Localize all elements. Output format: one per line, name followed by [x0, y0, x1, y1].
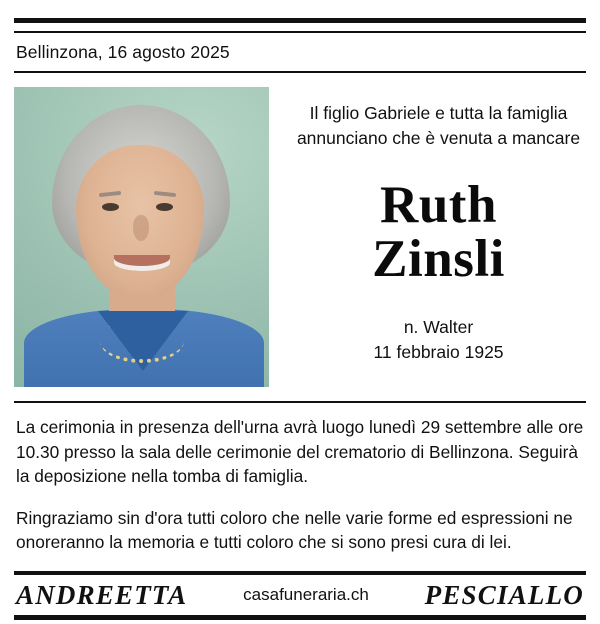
funeral-home-brand-right: PESCIALLO — [424, 579, 584, 610]
deceased-name — [291, 175, 586, 289]
portrait-photo — [14, 87, 269, 387]
portrait-necklace — [100, 319, 184, 363]
announcement-intro-line2: annunciano che è venuta a mancare — [296, 128, 581, 149]
ceremony-paragraph: La cerimonia in presenza dell'urna avrà luogo lunedì 29 settembre alle ore 10.30 presso la sala delle cerimonie del crematorio di Bellinzona. Seguirà la deposizione nella tomba di famiglia. — [16, 417, 584, 487]
portrait-eye-right — [156, 203, 173, 211]
portrait-nose — [133, 215, 149, 241]
maiden-name: n. Walter — [403, 316, 474, 337]
deceased-details — [291, 315, 586, 366]
place-and-date: Bellinzona, 16 agosto 2025 — [16, 42, 230, 62]
funeral-home-website[interactable]: casafuneraria.ch — [243, 585, 369, 605]
bottom-rule — [14, 615, 586, 620]
announcement-intro — [291, 101, 586, 152]
notice-text-column — [269, 87, 586, 387]
birth-date: 11 febbraio 1925 — [373, 342, 504, 363]
portrait-eye-left — [102, 203, 119, 211]
deceased-last-name: Zinsli — [372, 230, 505, 289]
thanks-paragraph: Ringraziamo sin d'ora tutti coloro che nelle varie forme ed espressioni ne onoreranno la memoria e tutti coloro che si sono presi cura di lei. — [16, 507, 573, 553]
notice-body — [14, 73, 586, 387]
obituary-notice — [0, 18, 600, 624]
middle-rule — [14, 401, 586, 403]
deceased-first-name: Ruth — [380, 175, 497, 234]
top-rule — [14, 18, 586, 23]
funeral-home-brand-left: ANDREETTA — [16, 579, 188, 610]
announcement-intro-line1: Il figlio Gabriele e tutta la famiglia — [309, 103, 568, 123]
portrait-mouth — [114, 255, 170, 271]
footer — [14, 575, 586, 615]
